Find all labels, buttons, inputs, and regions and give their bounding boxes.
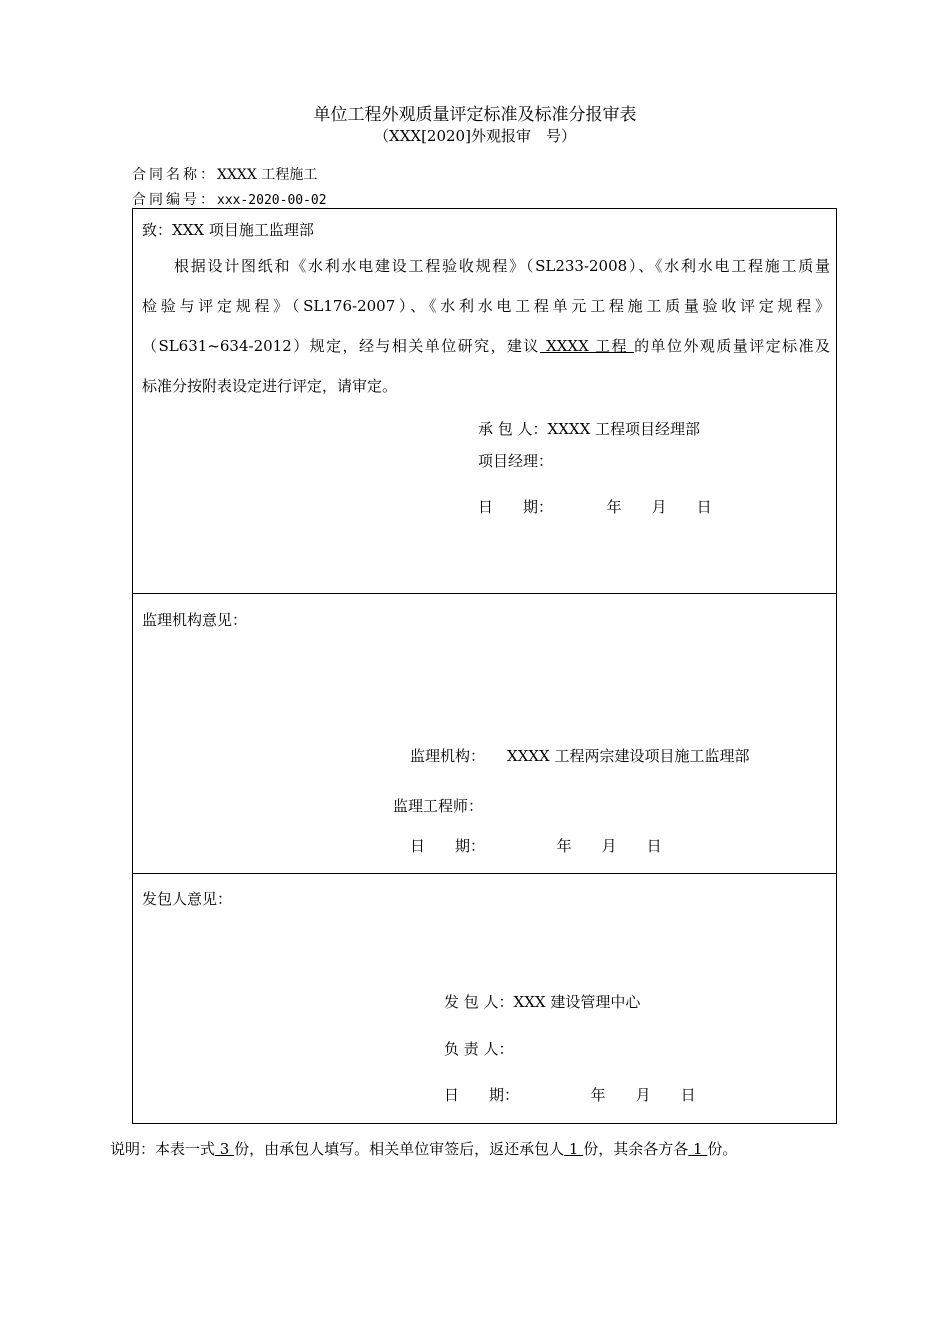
employer-label: 发 包 人： [444,993,514,1011]
contractor-date-ymd: 年 月 日 [606,498,712,516]
supervisor-date-row [410,835,662,856]
paragraph-line-4: 标准分按附表设定进行评定，请审定。 [142,377,398,395]
supervisor-section [132,593,837,874]
paragraph-line-2: 检验与评定规程》（SL176-2007）、《水利水电工程单元工程施工质量验收评定规程》 [142,297,830,315]
employer-value: XXX 建设管理中心 [513,993,641,1011]
employer-date-label: 日 期： [444,1086,520,1104]
contract-name-label: 合同名称： [132,167,217,183]
supervisor-date-ymd: 年 月 日 [556,837,662,855]
supervisor-org-label: 监理机构： [410,747,486,765]
contract-no-label: 合同编号： [132,192,217,208]
paragraph-line-3 [142,326,830,366]
paragraph-line-1: 根据设计图纸和《水利水电建设工程验收规程》（SL233-2008）、《水利水电工程施工质量 [174,257,830,275]
contractor-date-row [478,496,712,517]
contractor-row [478,418,700,439]
employer-opinion-heading: 发包人意见： [142,890,233,908]
request-paragraph [142,246,830,406]
supervisor-engineer-label: 监理工程师： [393,797,484,815]
contract-no-row [132,189,327,209]
paragraph-line-3-head: （SL631~634-2012）规定，经与相关单位研究，建议 [142,337,540,355]
document-title: 单位工程外观质量评定标准及标准分报审表 [313,105,637,125]
addressee-value: XXX 项目施工监理部 [172,221,314,239]
contract-name-value: XXXX 工程施工 [217,167,318,183]
project-name: XXXX 工程 [539,337,635,355]
note-prefix: 说明：本表一式 [110,1140,216,1158]
addressee [142,219,314,240]
note-mid2: 份，其余各方各 [583,1140,689,1158]
document-number: （XXX[2020]外观报审 号） [374,127,576,145]
copies-contractor: 1 [564,1140,584,1158]
contractor-date-label: 日 期： [478,498,554,516]
footnote [110,1138,737,1159]
note-mid: 份，由承包人填写。相关单位审签后，返还承包人 [234,1140,565,1158]
employer-date-row [444,1084,696,1105]
employer-date-ymd: 年 月 日 [590,1086,696,1104]
note-suffix: 份。 [707,1140,738,1158]
supervisor-date-label: 日 期： [410,837,486,855]
addressee-label: 致： [142,221,173,239]
supervisor-opinion-heading: 监理机构意见： [142,611,248,629]
paragraph-line-3-tail: 的单位外观质量评定标准及 [634,337,830,355]
project-manager-label: 项目经理： [478,452,554,470]
copies-total: 3 [215,1140,235,1158]
contract-name-row [132,164,317,184]
contractor-value: XXXX 工程项目经理部 [547,420,701,438]
employer-row [444,991,640,1012]
contract-no-value: xxx-2020-00-02 [217,193,327,208]
supervisor-org-row [410,745,750,766]
copies-each: 1 [688,1140,708,1158]
supervisor-org-value: XXXX 工程两宗建设项目施工监理部 [507,747,750,765]
contractor-label: 承 包 人： [478,420,548,438]
responsible-person-label: 负 责 人： [444,1040,514,1058]
